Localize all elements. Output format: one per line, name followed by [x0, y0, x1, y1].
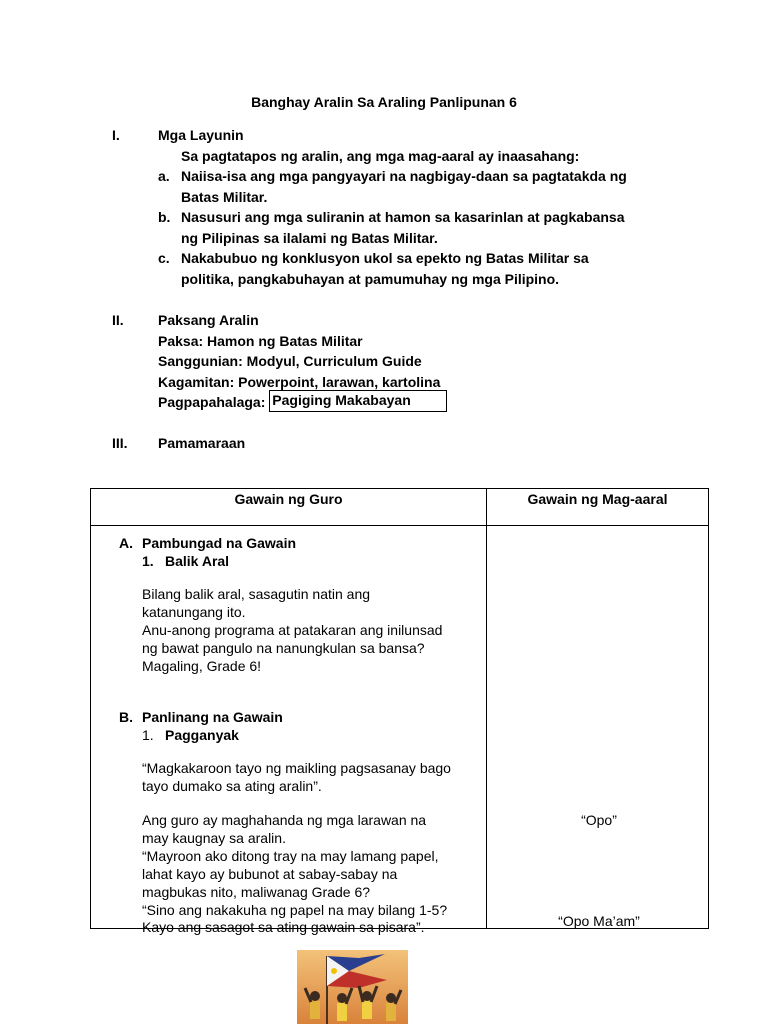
body-line: ng bawat pangulo na nanungkulan sa bansa?	[142, 640, 425, 656]
body-line: “Magkakaroon tayo ng maikling pagsasanay bago	[142, 760, 451, 776]
pagpapahalaga-box: Pagiging Makabayan	[269, 390, 447, 412]
body-line: tayo dumako sa ating aralin”.	[142, 778, 322, 794]
section-heading: Paksang Aralin	[158, 312, 259, 328]
objective-text: ng Pilipinas sa ilalami ng Batas Militar.	[181, 229, 438, 246]
body-line: magbukas nito, maliwanag Grade 6?	[142, 884, 371, 900]
body-line: Kayo ang sasagot sa ating gawain sa pisara”.	[142, 919, 425, 935]
document-title: Banghay Aralin Sa Araling Panlipunan 6	[251, 94, 517, 110]
objective-item	[158, 207, 678, 248]
objective-label: c.	[158, 250, 170, 266]
objective-text: politika, pangkabuhayan at pamumuhay ng mga Pilipino.	[181, 270, 560, 287]
flag-illustration	[297, 950, 408, 1024]
item-label: 1.	[142, 553, 154, 569]
pagpapahalaga-line	[158, 392, 678, 413]
body-line: Magaling, Grade 6!	[142, 658, 262, 674]
objective-text: Nakabubuo ng konklusyon ukol sa epekto ng Batas Militar sa	[181, 250, 589, 266]
kagamitan-line: Kagamitan: Powerpoint, larawan, kartolina	[158, 373, 441, 390]
body-line: katanungang ito.	[142, 604, 246, 620]
subsection-heading: Panlinang na Gawain	[142, 709, 283, 725]
table-row	[91, 526, 709, 929]
body-line: “Mayroon ako ditong tray na may lamang papel,	[142, 848, 439, 864]
body-line: “Sino ang nakakuha ng papel na may bilang 1-5?	[142, 902, 448, 918]
item-label: 1.	[142, 727, 154, 743]
objective-label: b.	[158, 209, 171, 225]
table-header-row	[91, 489, 709, 526]
section-number: III.	[112, 435, 128, 451]
sanggunian-line: Sanggunian: Modyul, Curriculum Guide	[158, 353, 422, 369]
column-header-magaaral: Gawain ng Mag-aaral	[487, 489, 709, 526]
section-heading: Pamamaraan	[158, 435, 246, 451]
objective-text: Batas Militar.	[181, 188, 268, 205]
objective-text: Nasusuri ang mga suliranin at hamon sa kasarinlan at pagkabansa	[181, 209, 625, 225]
section-number: I.	[112, 127, 120, 143]
activity-heading: Pagganyak	[165, 727, 239, 743]
body-line: lahat kayo ay bubunot at sabay-sabay na	[142, 866, 398, 882]
body-line: Bilang balik aral, sasagutin natin ang	[142, 586, 371, 602]
body-line: may kaugnay sa aralin.	[142, 830, 286, 846]
pagpapahalaga-label: Pagpapahalaga:	[158, 394, 266, 410]
item-label: B.	[119, 709, 133, 725]
procedure-table	[90, 488, 709, 935]
objective-label: a.	[158, 168, 170, 184]
body-line: Anu-anong programa at patakaran ang inilunsad	[142, 622, 443, 638]
student-reply: “Opo Ma’am”	[558, 913, 640, 929]
magaaral-cell	[487, 526, 709, 929]
item-label: A.	[119, 535, 133, 551]
objective-text: Naiisa-isa ang mga pangyayari na nagbigay-daan sa pagtatakda ng	[181, 168, 627, 184]
subsection-heading: Pambungad na Gawain	[142, 535, 297, 551]
objectives-intro: Sa pagtatapos ng aralin, ang mga mag-aaral ay inaasahang:	[181, 147, 580, 164]
activity-heading: Balik Aral	[165, 553, 230, 569]
section-number: II.	[112, 312, 124, 328]
body-line: Ang guro ay maghahanda ng mga larawan na	[142, 812, 427, 828]
paksa-line: Paksa: Hamon ng Batas Militar	[158, 332, 363, 349]
flag-rally-image	[297, 950, 408, 1024]
column-header-guro: Gawain ng Guro	[91, 489, 487, 526]
guro-cell	[91, 526, 487, 935]
section-heading: Mga Layunin	[158, 127, 244, 143]
student-reply: “Opo”	[581, 812, 617, 828]
objective-item	[158, 166, 678, 207]
objective-item	[158, 248, 678, 289]
